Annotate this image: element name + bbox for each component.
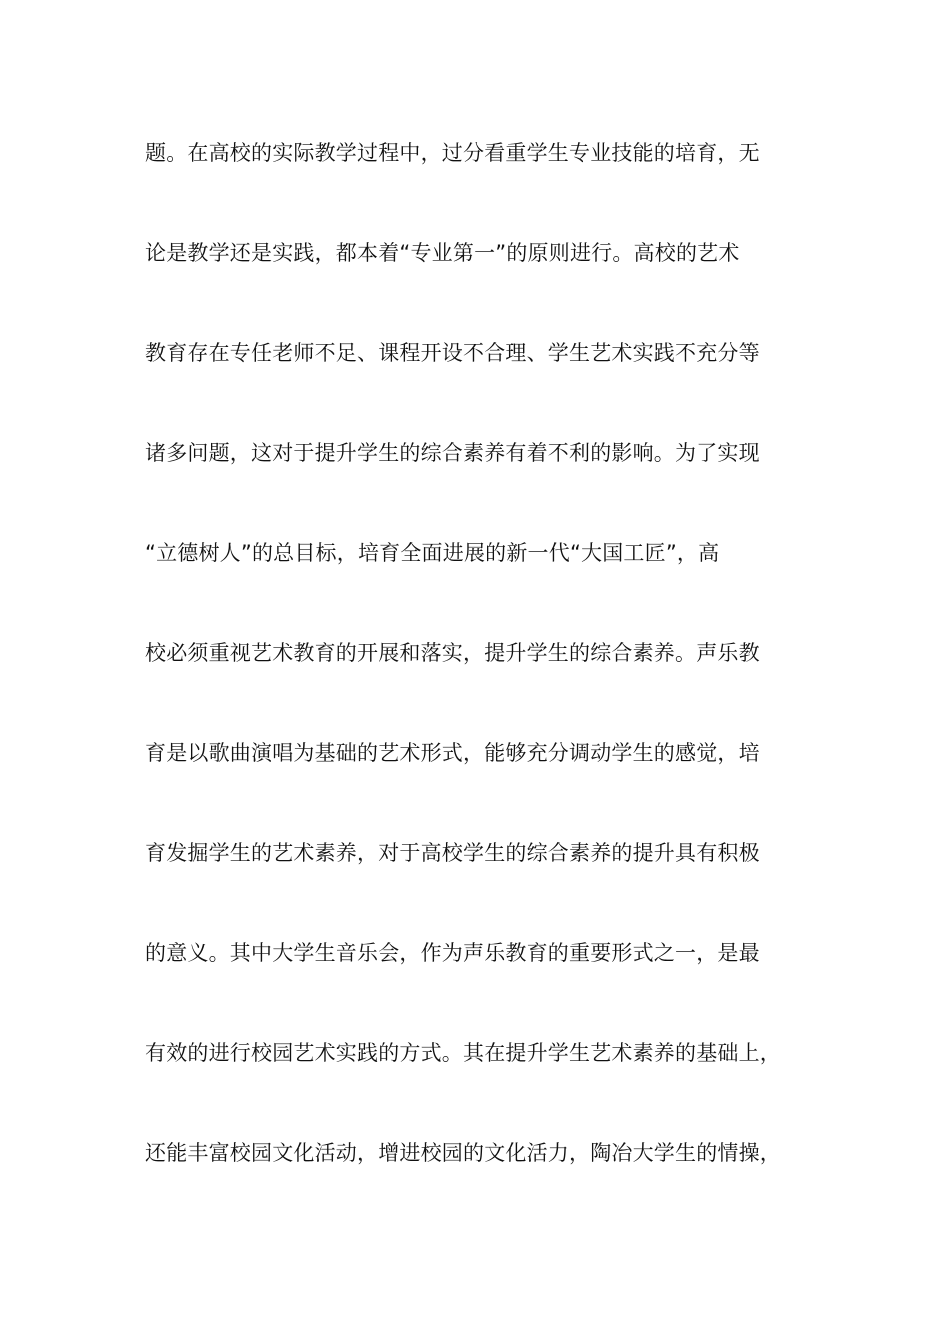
body-text (145, 128, 825, 1228)
text-line-11: 还能丰富校园文化活动，增进校园的文化活力，陶冶大学生的情操， (145, 1141, 781, 1165)
text-line-9: 的意义。其中大学生音乐会，作为声乐教育的重要形式之一，是最 (145, 941, 760, 965)
text-line-7: 育是以歌曲演唱为基础的艺术形式，能够充分调动学生的感觉，培 (145, 741, 760, 765)
text-line-4: 诸多问题，这对于提升学生的综合素养有着不利的影响。为了实现 (145, 441, 760, 465)
text-line-10: 有效的进行校园艺术实践的方式。其在提升学生艺术素养的基础上， (145, 1041, 781, 1065)
text-line-8: 育发掘学生的艺术素养，对于高校学生的综合素养的提升具有积极 (145, 841, 760, 865)
text-line-2: 论是教学还是实践，都本着“专业第一”的原则进行。高校的艺术 (145, 241, 740, 265)
text-line-1: 题。在高校的实际教学过程中，过分看重学生专业技能的培育，无 (145, 141, 760, 165)
text-line-3: 教育存在专任老师不足、课程开设不合理、学生艺术实践不充分等 (145, 341, 760, 365)
text-line-5: “立德树人”的总目标，培育全面进展的新一代“大国工匠”，高 (145, 541, 720, 565)
text-line-6: 校必须重视艺术教育的开展和落实，提升学生的综合素养。声乐教 (145, 641, 760, 665)
